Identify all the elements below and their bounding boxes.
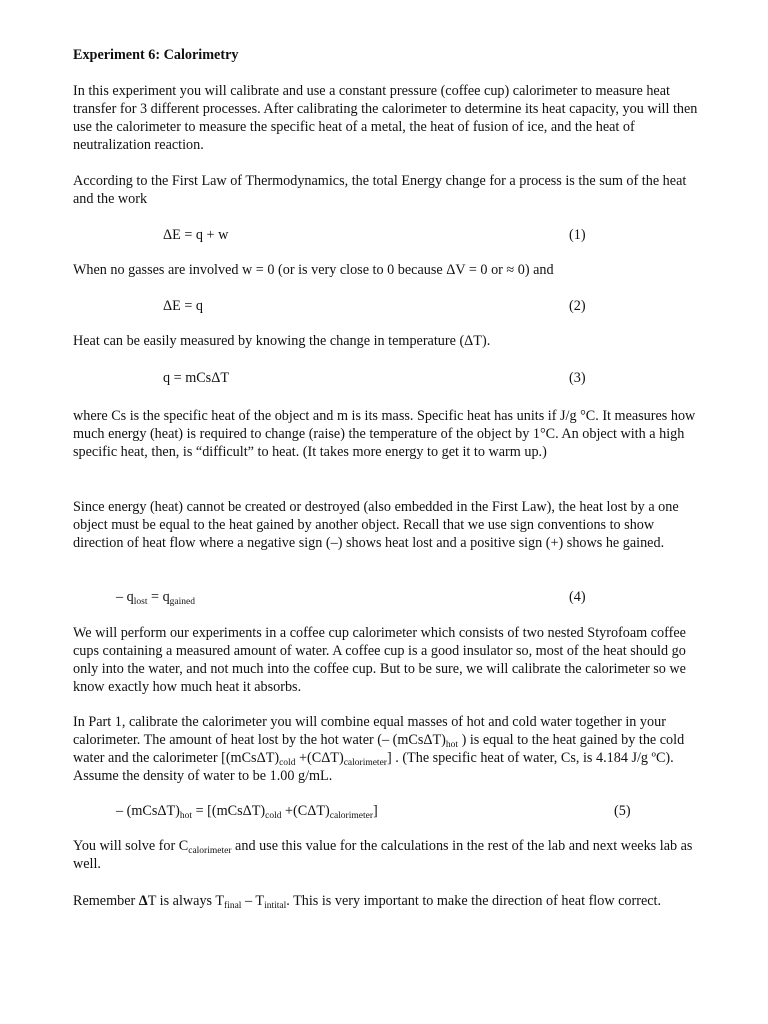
equation-1-expression: ΔE = q + w [163,227,229,243]
equation-2-number: (2) [569,298,586,314]
remember-paragraph [73,892,698,910]
part1-calorimeter-subscript: calorimeter [343,758,387,768]
equation-5-text-2: = [(mCsΔT) [192,803,266,819]
part1-text-3: +(CΔT) [295,750,344,766]
solve-text-1: You will solve for C [73,838,189,854]
equation-5-hot-subscript: hot [179,811,193,821]
specific-heat-paragraph: where Cs is the specific heat of the object and m is its mass. Specific heat has units if J/g °C. It measures how much energy (heat) is required to change (raise) the temperature of the object by 1°C. An object with a high specific heat, then, is “difficult” to heat. (It takes more energy to get it to warm up.) [73,408,696,460]
equation-5-text-4: ] [373,803,378,819]
equation-4-equals-q: = q [147,589,170,605]
solve-text-2: and use this value for the calculations in the rest of the lab and next weeks lab as well. [73,838,693,872]
remember-delta: Δ [138,893,148,909]
equation-2 [0,297,768,315]
equation-4 [0,588,768,606]
solve-calorimeter-subscript: calorimeter [188,846,232,856]
equation-5-expression [116,802,378,820]
equation-5-calorimeter-subscript: calorimeter [329,811,373,821]
equation-4-q: – q [116,589,134,605]
part1-paragraph [73,713,698,785]
first-law-paragraph: According to the First Law of Thermodynamics, the total Energy change for a process is the sum of the heat and the work [73,173,687,207]
equation-5-text-1: – (mCsΔT) [116,803,180,819]
remember-text-1: Remember [73,893,139,909]
remember-text-4: . This is very important to make the direction of heat flow correct. [286,893,662,909]
part1-hot-subscript: hot [445,740,459,750]
equation-3-number: (3) [569,370,586,386]
equation-1-number: (1) [569,227,586,243]
document-title: Experiment 6: Calorimetry [73,47,239,63]
equation-4-gained-subscript: gained [169,597,195,607]
no-gas-paragraph: When no gasses are involved w = 0 (or is very close to 0 because ΔV = 0 or ≈ 0) and [73,262,554,278]
coffee-cup-paragraph: We will perform our experiments in a coffee cup calorimeter which consists of two nested Styrofoam coffee cups containing a measured amount of water. A coffee cup is a good insulator so, most of the heat should go only into the water, and not much into the coffee cup. But to be sure, we will calibrate the calorimeter so we know exactly how much heat it absorbs. [73,625,686,695]
heat-measured-paragraph: Heat can be easily measured by knowing the change in temperature (ΔT). [73,333,491,349]
part1-text-2: ) is equal to the heat gained by the cold water and the calorimeter [(mCsΔT) [73,732,685,766]
solve-paragraph [73,837,698,873]
remember-final-subscript: final [224,901,242,911]
equation-5-number: (5) [614,803,631,819]
equation-5-cold-subscript: cold [265,811,282,821]
energy-conservation-paragraph: Since energy (heat) cannot be created or destroyed (also embedded in the First Law), the heat lost by a one object must be equal to the heat gained by another object. Recall that we use sign conventions to show direction of heat flow where a negative sign (–) shows heat lost and a positive sign (+) shows he gained. [73,499,679,551]
part1-text-4: ] . (The specific heat of water, Cs, is 4.184 J/g ºC). Assume the density of water to be 1.00 g/mL. [73,750,674,784]
equation-4-lost-subscript: lost [133,597,148,607]
equation-3-expression: q = mCsΔT [163,370,229,386]
equation-2-expression: ΔE = q [163,298,203,314]
part1-cold-subscript: cold [279,758,296,768]
equation-1 [0,226,768,244]
remember-initial-subscript: intital [264,901,287,911]
remember-text-2: T is always T [147,893,225,909]
intro-paragraph: In this experiment you will calibrate and use a constant pressure (coffee cup) calorimeter to measure heat transfer for 3 different processes. After calibrating the calorimeter to determine its heat capacity, you will then use the calorimeter to measure the specific heat of a metal, the heat of fusion of ice, and the heat of neutralization reaction. [73,83,698,153]
equation-4-number: (4) [569,589,586,605]
equation-4-expression [116,588,195,606]
part1-text-1: In Part 1, calibrate the calorimeter you will combine equal masses of hot and cold water together in your calorimeter. The amount of heat lost by the hot water (– (mCsΔT) [73,714,666,748]
equation-3 [0,369,768,387]
equation-5-text-3: +(CΔT) [281,803,330,819]
equation-5 [0,802,768,820]
remember-text-3: – T [241,893,265,909]
